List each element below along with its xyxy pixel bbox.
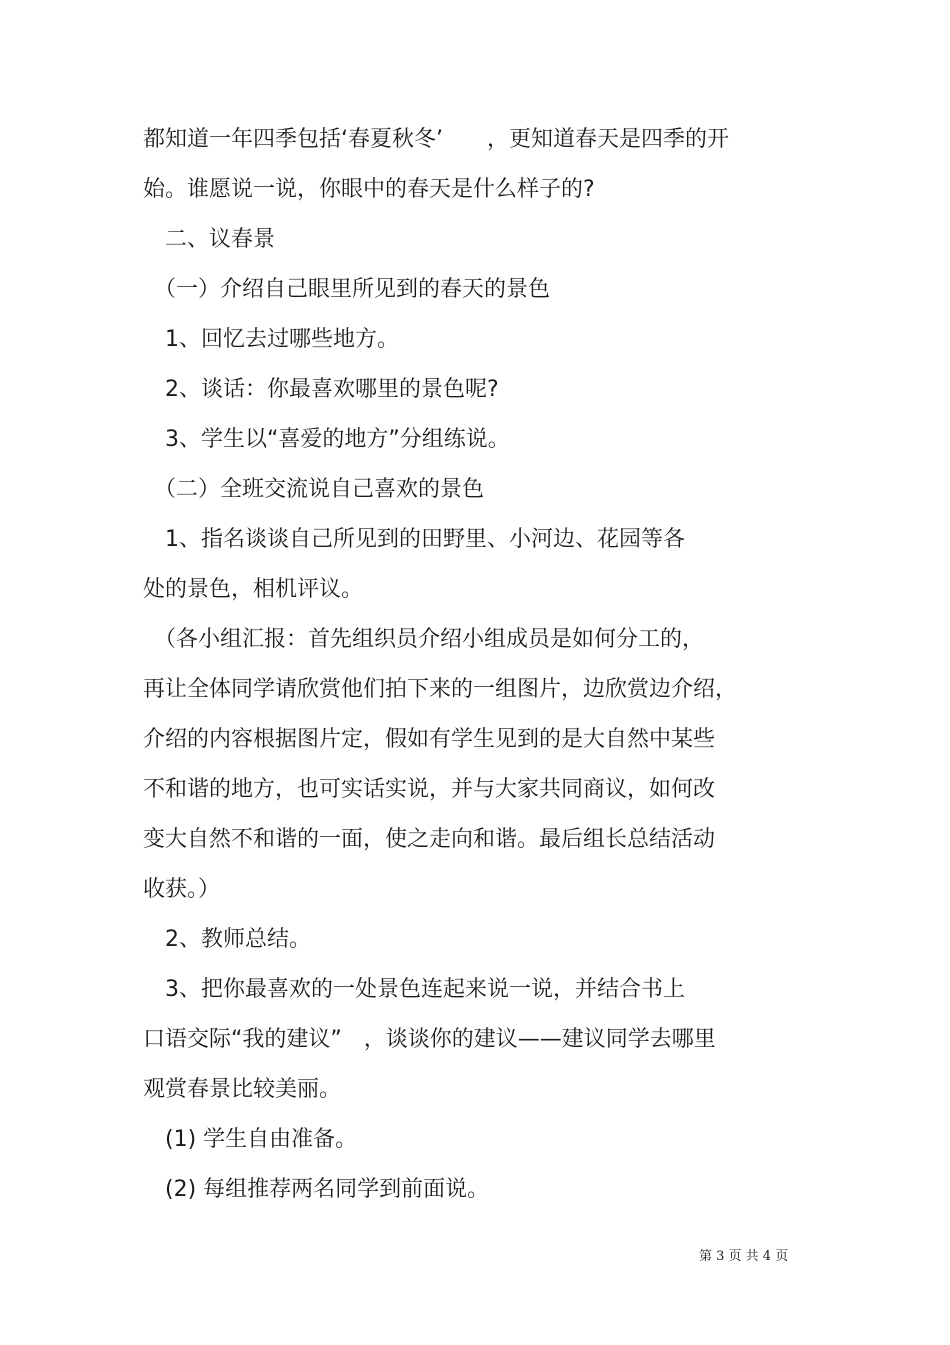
- list-item: 3、学生以“喜爱的地方”分组练说。: [143, 427, 510, 452]
- list-item: (2) 每组推荐两名同学到前面说。: [143, 1177, 490, 1202]
- subsection-heading: （一）介绍自己眼里所见到的春天的景色: [143, 277, 551, 302]
- paragraph-line: 变大自然不和谐的一面，使之走向和谐。最后组长总结活动: [143, 827, 716, 852]
- paragraph-line: 观赏春景比较美丽。: [143, 1077, 342, 1102]
- paragraph-line: 收获。）: [143, 877, 221, 902]
- paragraph-line: 都知道一年四季包括‘春夏秋冬’ ，更知道春天是四季的开: [143, 127, 729, 152]
- list-item: 2、谈话：你最喜欢哪里的景色呢?: [143, 377, 499, 402]
- paragraph-line: 再让全体同学请欣赏他们拍下来的一组图片，边欣赏边介绍，: [143, 677, 738, 702]
- paragraph-line: 处的景色，相机评议。: [143, 577, 364, 602]
- list-item: 1、回忆去过哪些地方。: [143, 327, 399, 352]
- paragraph-line: （各小组汇报：首先组织员介绍小组成员是如何分工的，: [143, 627, 705, 652]
- section-heading: 二、议春景: [143, 227, 276, 252]
- list-item: (1) 学生自由准备。: [143, 1127, 358, 1152]
- subsection-heading: （二）全班交流说自己喜欢的景色: [143, 477, 485, 502]
- paragraph-line: 始。谁愿说一说，你眼中的春天是什么样子的?: [143, 177, 595, 202]
- list-item: 3、把你最喜欢的一处景色连起来说一说，并结合书上: [143, 977, 685, 1002]
- page-number-footer: 第 3 页 共 4 页: [699, 1249, 789, 1264]
- list-item: 2、教师总结。: [143, 927, 311, 952]
- paragraph-line: 介绍的内容根据图片定，假如有学生见到的是大自然中某些: [143, 727, 716, 752]
- paragraph-line: 不和谐的地方，也可实话实说，并与大家共同商议，如何改: [143, 777, 716, 802]
- paragraph-line: 口语交际“我的建议” ，谈谈你的建议——建议同学去哪里: [143, 1027, 716, 1052]
- list-item: 1、指名谈谈自己所见到的田野里、小河边、花园等各: [143, 527, 685, 552]
